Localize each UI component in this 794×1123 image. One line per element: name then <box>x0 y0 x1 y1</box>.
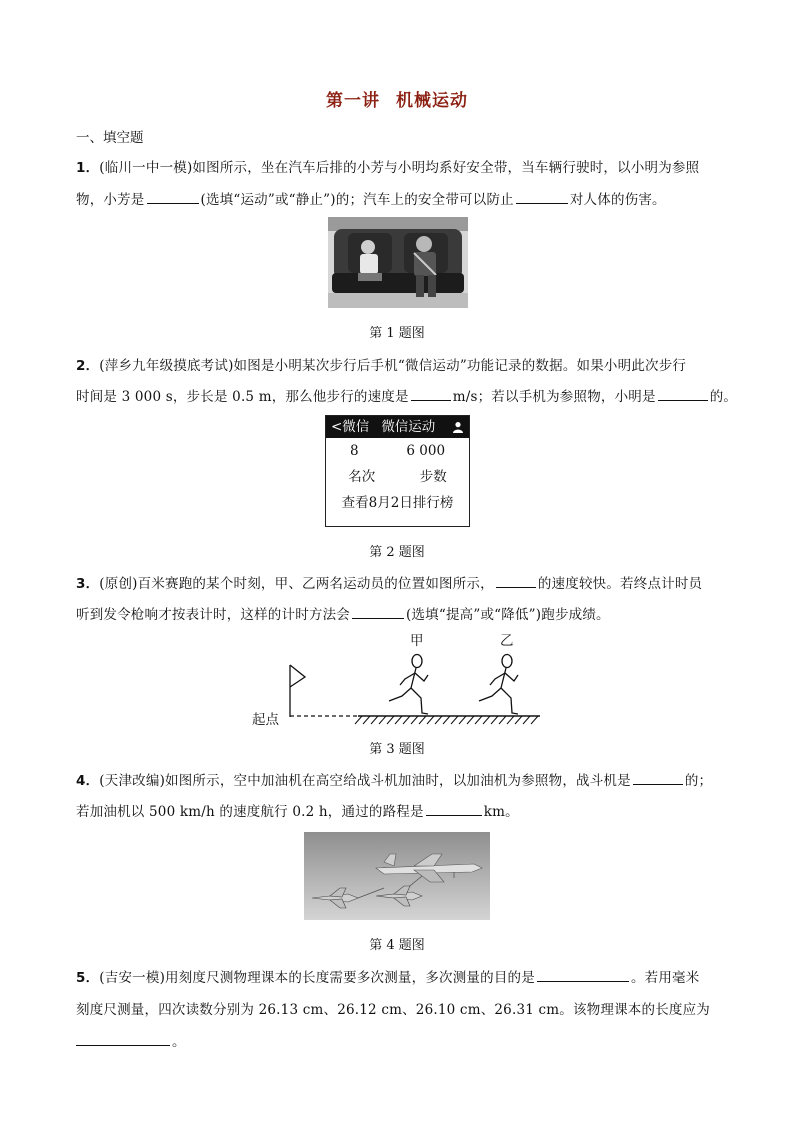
q3-line2 <box>76 603 610 623</box>
q4-text2a: 若加油机以 500 km/h 的速度航行 0.2 h，通过的路程是 <box>76 804 424 820</box>
q4-number: 4． <box>76 773 100 789</box>
q1-text2a: 物，小芳是 <box>76 192 145 208</box>
runner-jia <box>389 655 428 715</box>
q2-text2a: 时间是 3 000 s，步长是 0.5 m，那么他步行的速度是 <box>76 389 409 405</box>
q4-line2 <box>76 800 519 820</box>
ground-hatching <box>355 716 538 724</box>
wechat-sport-panel <box>325 415 470 527</box>
q3-number: 3． <box>76 576 100 592</box>
q1-line1 <box>76 156 699 176</box>
q1-caption: 第 1 题图 <box>369 326 425 341</box>
q3-blank1[interactable] <box>496 586 536 588</box>
q5-line2: 刻度尺测量，四次读数分别为 26.13 cm、26.12 cm、26.10 cm、26.31 cm。该物理课本的长度应为 <box>76 1002 710 1018</box>
panel-link-row <box>326 490 469 516</box>
q4-text1b: 的； <box>684 773 713 789</box>
q1-text2b: (选填“运动”或“静止”)的；汽车上的安全带可以防止 <box>200 192 514 208</box>
q4-text2b: km。 <box>483 804 519 820</box>
q3-text1b: 的速度较快。若终点计时员 <box>537 576 703 592</box>
q2-line2 <box>76 385 737 405</box>
q2-text1: (萍乡九年级摸底考试)如图是小明某次步行后手机“微信运动”功能记录的数据。如果小明此次步行 <box>99 358 687 374</box>
runner-jia-label: 甲 <box>410 633 424 649</box>
q4-blank2[interactable] <box>426 814 482 816</box>
title-part2: 机械运动 <box>396 91 468 111</box>
panel-title: 微信运动 <box>381 419 436 435</box>
q2-blank1[interactable] <box>411 399 451 401</box>
user-icon[interactable] <box>452 421 464 433</box>
q1-text2c: 对人体的伤害。 <box>569 192 666 208</box>
q2-text2b: m/s；若以手机为参照物，小明是 <box>452 389 656 405</box>
title-part1: 第一讲 <box>326 91 380 111</box>
q4-photo-refueling <box>304 832 490 920</box>
q3-race-figure <box>250 625 550 730</box>
q1-photo-car-seat <box>328 217 468 308</box>
panel-header <box>326 416 469 438</box>
q1-number: 1． <box>76 160 100 176</box>
q4-line1 <box>76 769 712 789</box>
q4-blank1[interactable] <box>633 783 683 785</box>
steps-value: 6 000 <box>406 443 446 459</box>
q2-blank2[interactable] <box>658 399 708 401</box>
panel-values-row <box>326 438 469 464</box>
runner-yi <box>479 655 518 715</box>
q3-text1a: (原创)百米赛跑的某个时刻，甲、乙两名运动员的位置如图所示， <box>99 576 494 592</box>
q2-number: 2． <box>76 358 100 374</box>
q5-text1a: (吉安一模)用刻度尺测物理课本的长度需要多次测量，多次测量的目的是 <box>99 970 535 986</box>
q1-blank1[interactable] <box>147 202 199 204</box>
q3-caption: 第 3 题图 <box>369 742 425 757</box>
page-title <box>0 86 794 111</box>
q5-line1 <box>76 966 699 986</box>
q4-caption: 第 4 题图 <box>369 938 425 953</box>
q3-blank2[interactable] <box>352 617 404 619</box>
q5-blank2[interactable] <box>76 1044 170 1046</box>
q2-caption: 第 2 题图 <box>369 545 425 560</box>
section-heading: 一、填空题 <box>76 130 144 146</box>
panel-back-link[interactable]: <微信 <box>331 419 370 435</box>
q3-text2b: (选填“提高”或“降低”)跑步成绩。 <box>406 607 610 623</box>
q5-number: 5． <box>76 970 100 986</box>
runner-yi-label: 乙 <box>500 633 514 649</box>
rank-label: 名次 <box>348 469 376 485</box>
q4-text1a: (天津改编)如图所示，空中加油机在高空给战斗机加油时，以加油机为参照物，战斗机是 <box>99 773 631 789</box>
start-flag <box>290 665 305 687</box>
ranking-link[interactable]: 查看8月2日排行榜 <box>341 495 454 511</box>
q2-line1 <box>76 354 686 374</box>
steps-label: 步数 <box>419 469 447 485</box>
q3-line1 <box>76 572 702 592</box>
q1-text1: (临川一中一模)如图所示，坐在汽车后排的小芳与小明均系好安全带，当车辆行驶时，以小明为参照 <box>99 160 700 176</box>
q1-line2 <box>76 188 666 208</box>
q5-text1b: 。若用毫米 <box>630 970 700 986</box>
panel-labels-row <box>326 464 469 490</box>
q5-line3 <box>76 1030 186 1050</box>
q3-text2a: 听到发令枪响才按表计时，这样的计时方法会 <box>76 607 350 623</box>
q5-blank1[interactable] <box>537 980 629 982</box>
q2-text2c: 的。 <box>709 389 738 405</box>
q5-text3: 。 <box>172 1034 186 1050</box>
start-label: 起点 <box>252 712 279 728</box>
rank-value: 8 <box>349 443 359 459</box>
q1-blank2[interactable] <box>516 202 568 204</box>
